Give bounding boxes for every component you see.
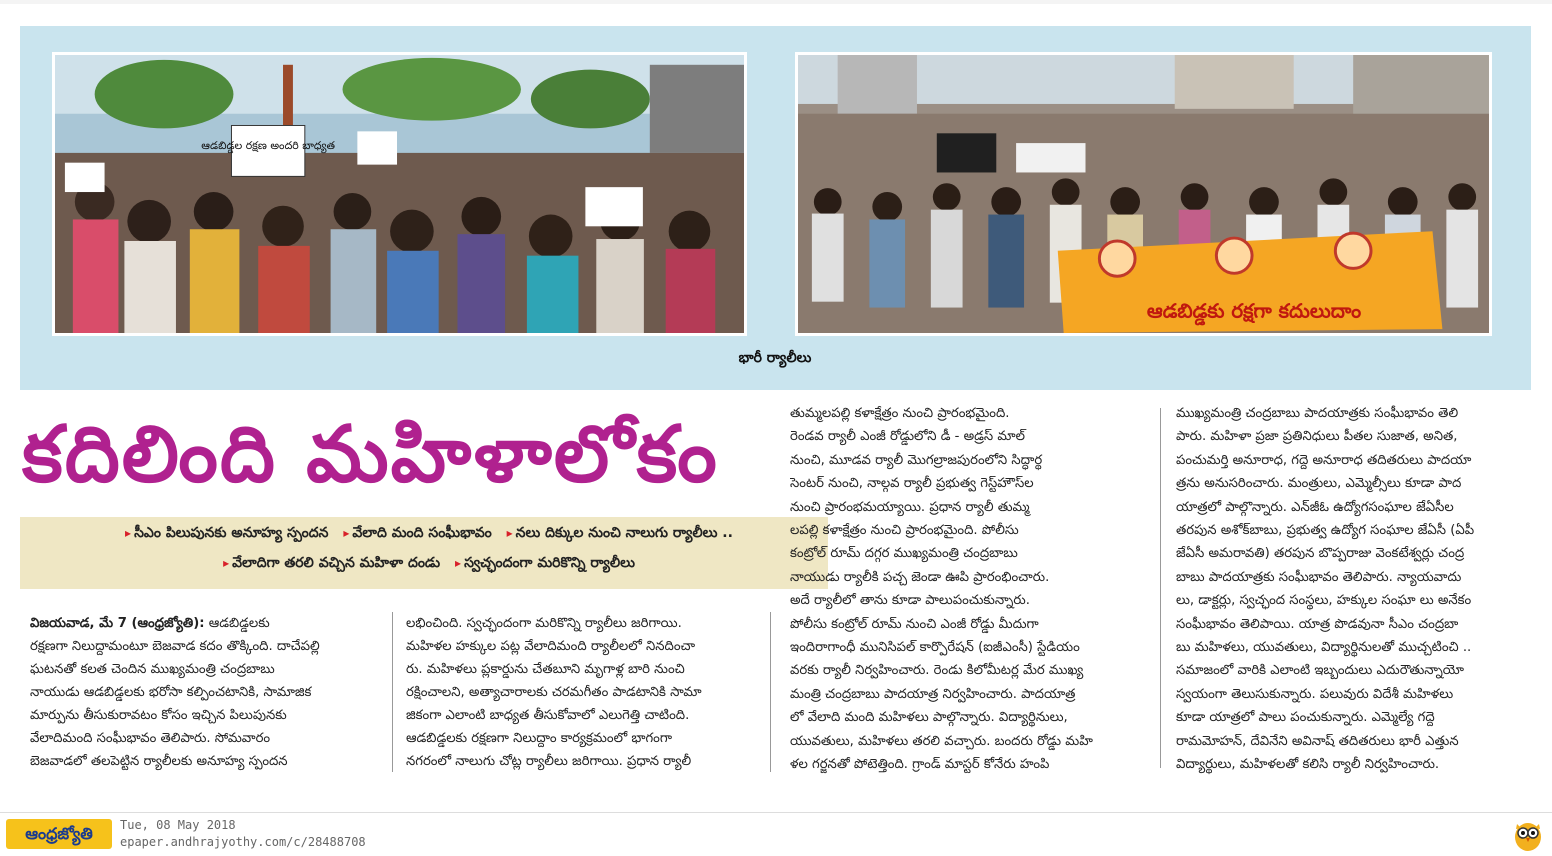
footer-date: Tue, 08 May 2018 bbox=[120, 818, 236, 832]
article-line: లపల్లి కళాక్షేత్రం నుంచి ప్రారంభమైంది. పోలీసు bbox=[790, 523, 1019, 539]
article-line: స్వయంగా తెలుసుకున్నారు. పలువురు విదేశీ మహిళలు bbox=[1176, 686, 1454, 702]
article-line: వరకు ర్యాలీ నిర్వహించారు. రెండు కిలోమీటర్ల మేర ముఖ్య bbox=[790, 663, 1084, 679]
article-line: తుమ్మలపల్లి కళాక్షేత్రం నుంచి ప్రారంభమైంది. bbox=[790, 406, 1010, 421]
column-rule bbox=[392, 612, 393, 772]
subhead-line-1 bbox=[20, 525, 828, 544]
article-line: సెంటర్ నుంచి, నాల్గవ ర్యాలీ ప్రభుత్వ గెస్ట్‌హౌస్‌ల bbox=[790, 476, 1034, 492]
top-strip bbox=[0, 0, 1552, 4]
article-line: విద్యార్థులు, మహిళలతో కలిసి ర్యాలీ నిర్వహించారు. bbox=[1176, 757, 1440, 773]
article-line: ళల గర్జనతో పోటెత్తింది. గ్రాండ్ మాస్టర్ కోనేరు హంపి bbox=[790, 757, 1050, 773]
article-line: కంట్రోల్ రూమ్ దగ్గర ముఖ్యమంత్రి చంద్రబాబు bbox=[790, 546, 1018, 562]
article-line: మార్పును తీసుకురావటం కోసం ఇచ్చిన పిలుపునకు bbox=[30, 708, 287, 723]
owl-mascot-icon bbox=[1513, 818, 1543, 852]
article-line: తరపున అశోక్‌బాబు, ప్రభుత్వ ఉద్యోగ సంఘాల జేఏసీ (ఏపీ bbox=[1176, 523, 1475, 539]
article-line: లభించింది. స్వచ్ఛందంగా మరికొన్ని ర్యాలీలు జరిగాయి. bbox=[406, 616, 682, 631]
bullet-icon: ▸ bbox=[223, 556, 230, 570]
bullet-icon: ▸ bbox=[343, 526, 350, 540]
article-line: పారు. మహిళా ప్రజా ప్రతినిధులు పీతల సుజాత, అనిత, bbox=[1176, 429, 1458, 445]
article-line: నగరంలో నాలుగు చోట్ల ర్యాలీలు జరిగాయి. ప్రధాన ర్యాలీ bbox=[406, 754, 692, 769]
article-line: సంఘీభావం తెలిపాయి. యాత్ర పొడవునా సీఎం చంద్రబా bbox=[1176, 616, 1459, 632]
article-line: యాత్రలో పాల్గొన్నారు. ఎన్‌జీఓ ఉద్యోగసంఘాల జేఏసీల bbox=[1176, 499, 1454, 515]
article-line: పోలీసు కంట్రోల్ రూమ్ నుంచి ఎంజీ రోడ్డు మీదుగా bbox=[790, 616, 1039, 632]
article-line: బాబు పాదయాత్రకు సంఘీభావం తెలిపారు. న్యాయవాదు bbox=[1176, 569, 1462, 585]
article-line: సమాజంలో వారికి ఎలాంటి ఇబ్బందులు ఎదురౌతున్నాయో bbox=[1176, 663, 1464, 679]
article-line: కూడా యాత్రలో పాలు పంచుకున్నారు. ఎమ్మెల్యే గద్దె bbox=[1176, 710, 1435, 726]
article-line: అదే ర్యాలీలో తాను కూడా పాలుపంచుకున్నారు. bbox=[790, 593, 1030, 609]
article-line: ఆడబిడ్డలకు రక్షణగా నిలుద్దాం కార్యక్రమంలో భాగంగా bbox=[406, 731, 672, 746]
bullet-icon: ▸ bbox=[506, 526, 513, 540]
article-line: ముఖ్యమంత్రి చంద్రబాబు పాదయాత్రకు సంఘీభావం తెలి bbox=[1176, 406, 1459, 421]
article-line: లు, డాక్టర్లు, స్వచ్ఛంద సంస్థలు, హక్కుల సంఘా లు అనేకం bbox=[1176, 593, 1472, 609]
article-line: రు. మహిళలు ప్లకార్డును చేతబూని మృగాళ్ల బారి నుంచి bbox=[406, 662, 685, 677]
article-line: నుంచి ప్రారంభమయ్యాయి. ప్రధాన ర్యాలీ తుమ్మ bbox=[790, 499, 1030, 515]
right-rally-photo bbox=[795, 52, 1492, 336]
dateline: విజయవాడ, మే 7 (ఆంధ్రజ్యోతి): bbox=[30, 616, 205, 631]
left-rally-photo bbox=[52, 52, 747, 336]
bullet-icon: ▸ bbox=[455, 556, 462, 570]
subhead-item: స్వచ్ఛందంగా మరికొన్ని ర్యాలీలు bbox=[464, 555, 635, 571]
article-line: బు మహిళలు, యువతులు, విద్యార్థినులతో ముచ్చటించి .. bbox=[1176, 640, 1472, 656]
subhead-item: వేలాదిగా తరలి వచ్చిన మహిళా దండు bbox=[232, 555, 441, 571]
article-line: త్రను అనుసరించారు. మంత్రులు, ఎమ్మెల్సీలు కూడా పాద bbox=[1176, 476, 1462, 492]
subhead-item: నలు దిక్కుల నుంచి నాలుగు ర్యాలీలు .. bbox=[515, 525, 733, 541]
column-rule bbox=[770, 612, 771, 772]
article-line: యువతులు, మహిళలు తరలి వచ్చారు. బందరు రోడ్డు మహి bbox=[790, 733, 1093, 749]
article-line: రామమోహన్, దేవినేని అవినాష్ తదితరులు భారీ ఎత్తున bbox=[1176, 733, 1459, 749]
footer-divider bbox=[0, 812, 1552, 813]
subhead-item: వేలాది మంది సంఘీభావం bbox=[352, 525, 492, 541]
article-line: జేఏసీ అమరావతి) తరపున బొప్పరాజు వెంకటేశ్వర్లు చంద్ర bbox=[1176, 546, 1465, 562]
article-line: జికంగా ఎలాంటి బాధ్యత తీసుకోవాలో ఎలుగెత్తి చాటింది. bbox=[406, 708, 690, 723]
subhead-line-2 bbox=[20, 555, 828, 574]
article-line: మహిళల హక్కుల పట్ల వేలాదిమంది ర్యాలీలలో నినదించా bbox=[406, 639, 696, 654]
article-line: విజయవాడ, మే 7 (ఆంధ్రజ్యోతి): ఆడబిడ్డలకు bbox=[30, 616, 270, 631]
article-line: ఘటనతో కలత చెందిన ముఖ్యమంత్రి చంద్రబాబు bbox=[30, 662, 275, 677]
footer-info bbox=[120, 817, 366, 851]
article-column-2 bbox=[406, 612, 758, 773]
article-column-3 bbox=[790, 402, 1142, 777]
headline: కదిలింది మహిళాలోకం bbox=[22, 410, 719, 500]
article-line: నుంచి, మూడవ ర్యాలీ మొగల్రాజపురంలోని సిద్ధార్థ bbox=[790, 452, 1043, 468]
article-line: నాయుడు ఆడబిడ్డలకు భరోసా కల్పించటానికి, సామాజిక bbox=[30, 685, 312, 700]
article-column-1 bbox=[30, 612, 382, 773]
article-line: రెండవ ర్యాలీ ఎంజీ రోడ్డులోని డీ - అడ్రస్ మాల్ bbox=[790, 429, 1025, 445]
bullet-icon: ▸ bbox=[125, 526, 132, 540]
column-rule bbox=[1160, 408, 1161, 768]
article-column-4 bbox=[1176, 402, 1528, 777]
photo-caption: భారీ ర్యాలీలు bbox=[738, 350, 812, 366]
article-line: రక్షించాలని, అత్యాచారాలకు చరమగీతం పాడటానికి సామా bbox=[406, 685, 702, 700]
article-line: మంత్రి చంద్రబాబు పాదయాత్ర నిర్వహించారు. పాదయాత్ర bbox=[790, 686, 1076, 702]
article-line: రక్షణగా నిలుద్దామంటూ బెజవాడ కదం తొక్కింది. దాచేపల్లి bbox=[30, 639, 320, 654]
article-line: బెజవాడలో తలపెట్టిన ర్యాలీలకు అనూహ్య స్పందన bbox=[30, 754, 288, 769]
article-line: వేలాదిమంది సంఘీభావం తెలిపారు. సోమవారం bbox=[30, 731, 271, 746]
article-line: ఇందిరాగాంధీ మునిసిపల్ కార్పొరేషన్ (ఐజీఎంసీ) స్టేడియం bbox=[790, 640, 1080, 656]
subhead-item: సీఎం పిలుపునకు అనూహ్య స్పందన bbox=[134, 525, 329, 541]
left-placard-text: ఆడబిడ్డల రక్షణ అందరి బాధ్యత bbox=[201, 139, 335, 152]
right-banner-text: ఆడబిడ్డకు రక్షగా కదులుదాం bbox=[1146, 299, 1362, 323]
footer-url[interactable]: epaper.andhrajyothy.com/c/28488708 bbox=[120, 835, 366, 849]
article-line: పంచుమర్తి అనూరాధ, గద్దె అనూరాధ తదితరులు పాదయా bbox=[1176, 452, 1472, 468]
subhead-box bbox=[20, 517, 828, 589]
article-line: నాయుడు ర్యాలీకి పచ్చ జెండా ఊపి ప్రారంభించారు. bbox=[790, 569, 1050, 585]
article-line: లో వేలాది మంది మహిళలు పాల్గొన్నారు. విద్యార్థినులు, bbox=[790, 710, 1068, 726]
newspaper-logo[interactable]: ఆంధ్రజ్యోతి bbox=[6, 819, 112, 849]
